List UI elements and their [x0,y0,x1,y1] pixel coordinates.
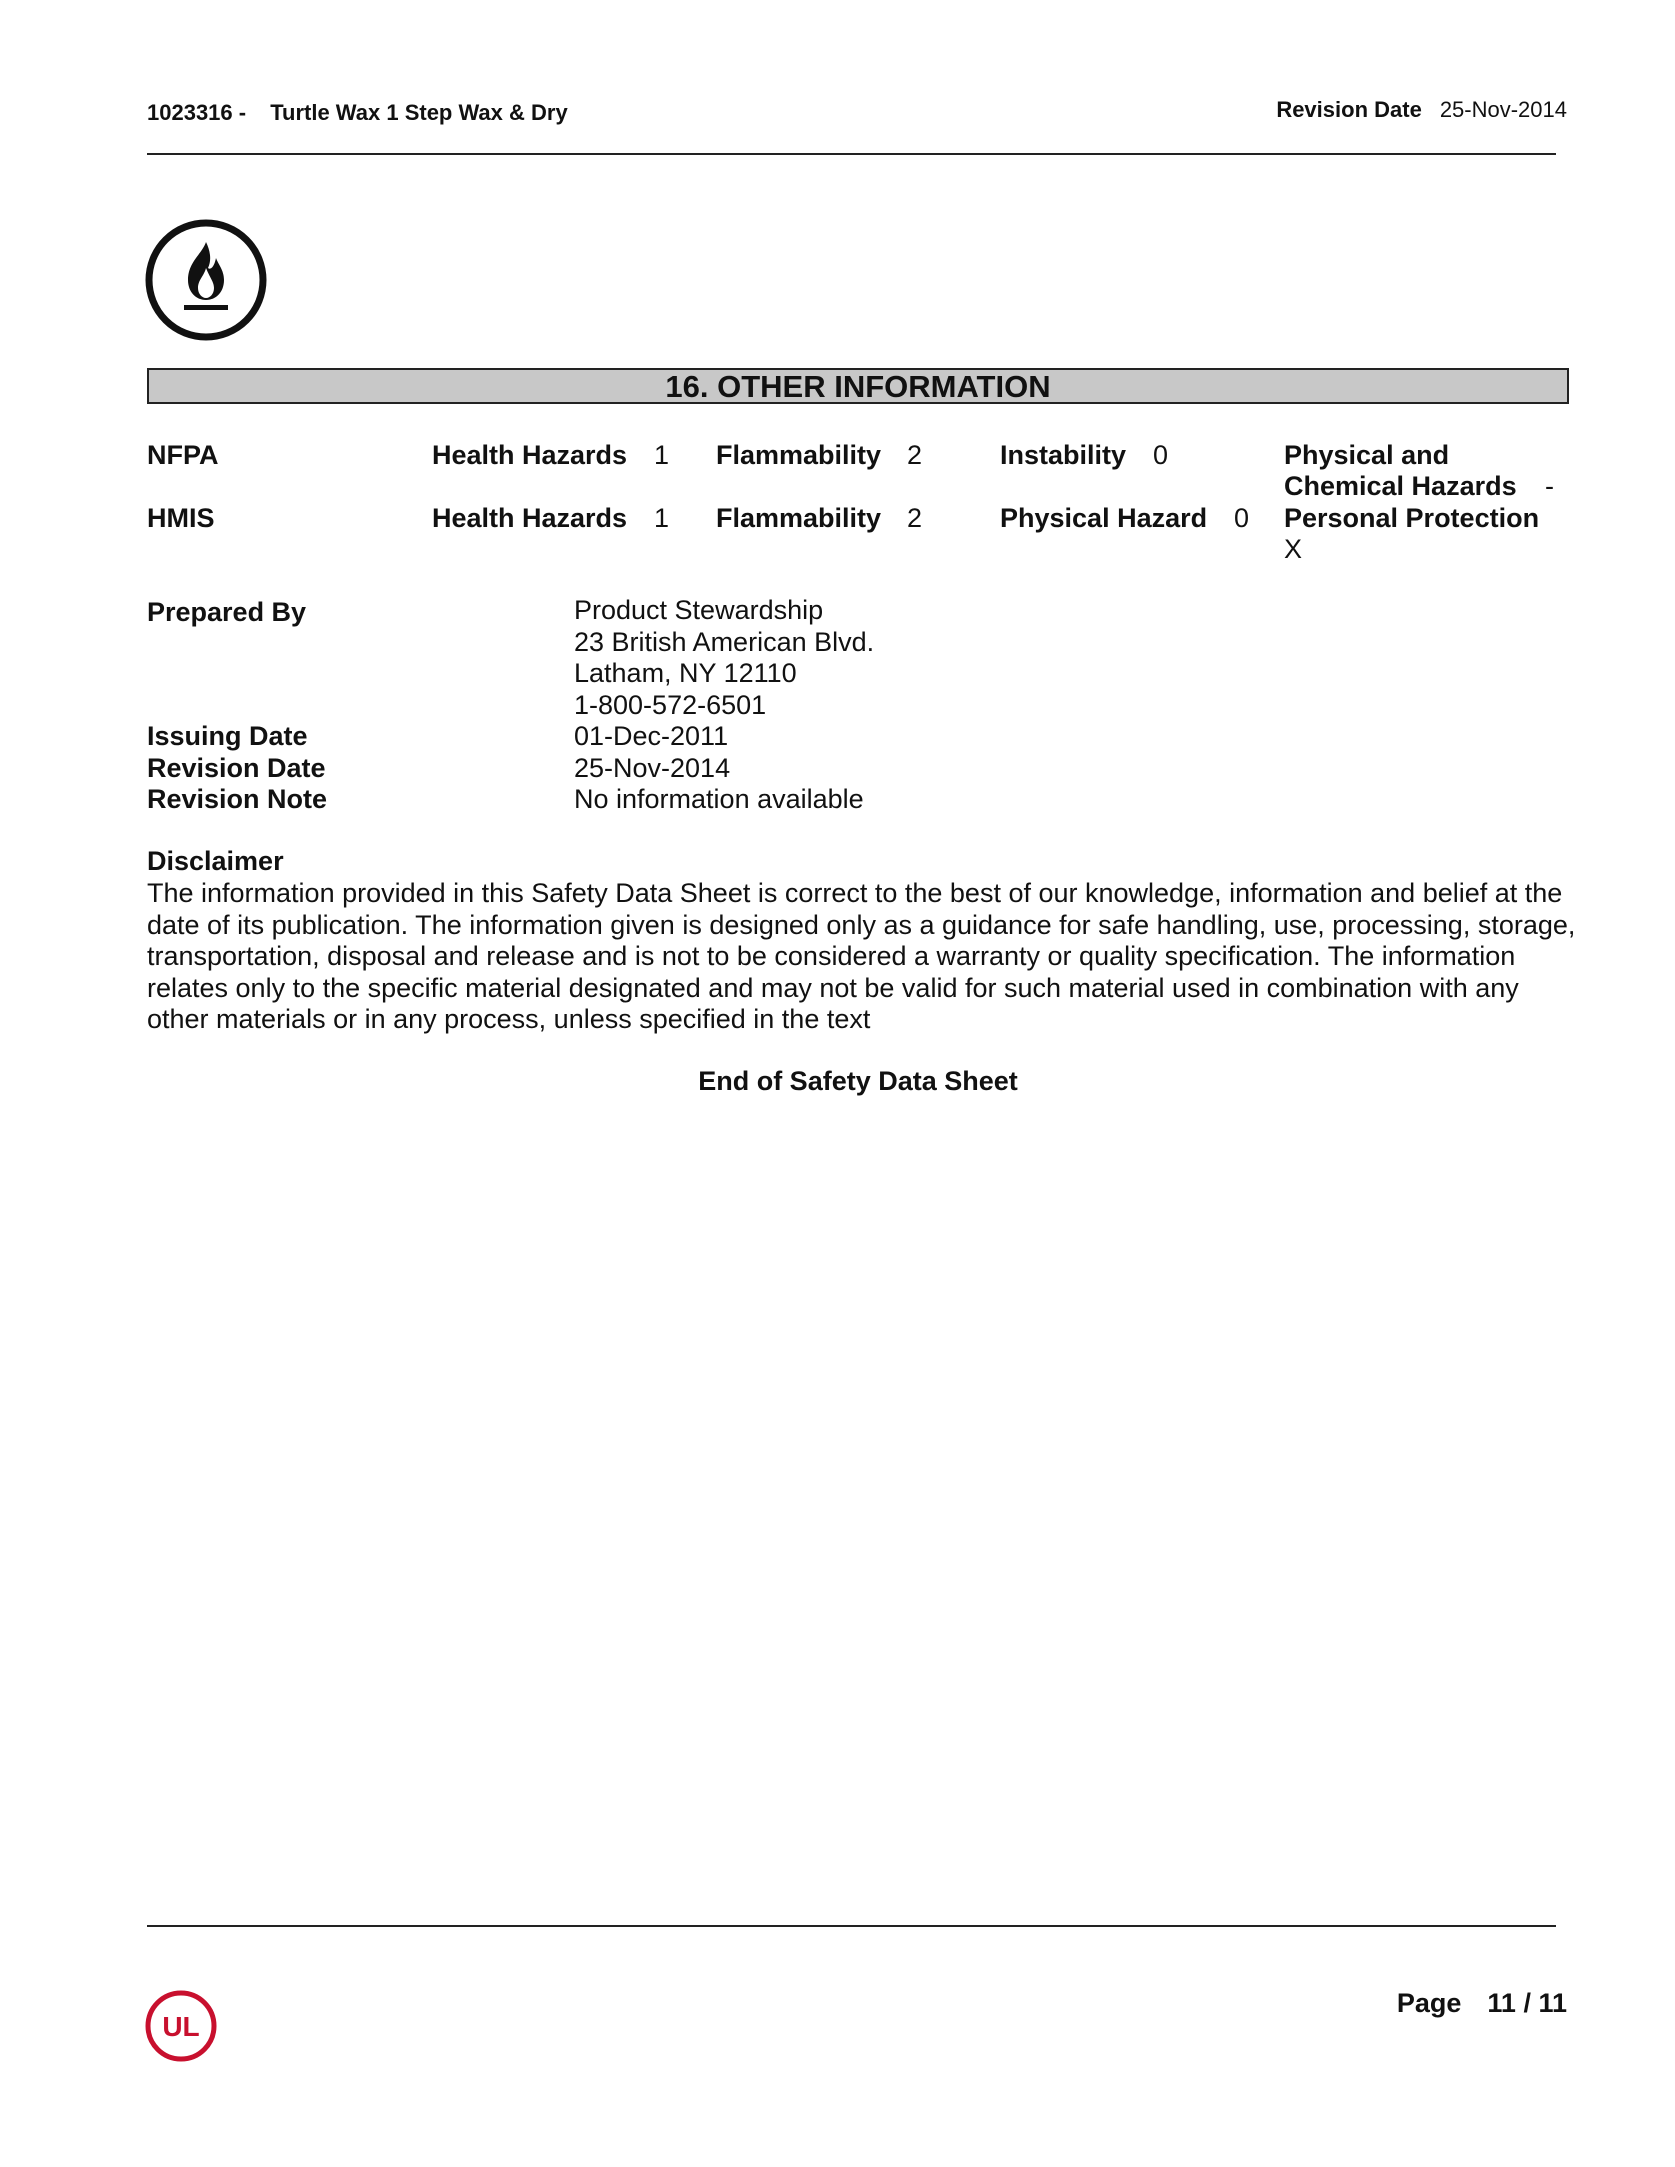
revision-note-value: No information available [574,784,864,814]
page-label: Page [1396,1988,1462,2018]
document-header-product [147,100,568,126]
footer-divider [147,1925,1556,1927]
product-name: Turtle Wax 1 Step Wax & Dry [270,100,568,125]
ul-logo-text: UL [162,2011,200,2042]
prepared-line-2: 23 British American Blvd. [574,626,875,657]
hmis-protection-value: X [1284,534,1303,564]
nfpa-instability-value: 0 [1153,440,1169,470]
document-header-revision [1276,97,1567,123]
section-title: 16. OTHER INFORMATION [665,369,1051,404]
page-value: 11 / 11 [1487,1988,1567,2018]
page-number [1397,1988,1567,2019]
hmis-flammability-value: 2 [907,503,923,533]
nfpa-instability-label: Instability [1000,440,1127,470]
prepared-line-1: Product Stewardship [574,595,824,625]
hmis-flammability-label: Flammability [716,503,882,533]
hmis-label: HMIS [147,503,215,533]
dates-values [574,721,864,816]
nfpa-physchem-label-1: Physical and [1284,440,1450,470]
product-code: 1023316 - [147,100,247,125]
prepared-by-label: Prepared By [147,597,307,627]
issuing-date-value: 01-Dec-2011 [574,721,729,751]
header-revision-value: 25-Nov-2014 [1439,97,1567,122]
revision-date-value: 25-Nov-2014 [574,752,731,783]
nfpa-physchem-label-2: Chemical Hazards [1284,471,1517,501]
disclaimer-text: The information provided in this Safety Data Sheet is correct to the best of our knowledge, information and belief at the date of its publication. The information given is designed only as a guidance for safe handling, use, processing, storage, transportation, disposal and release and is not to be considered a warranty or quality specification. The information relates only to the specific material designated and may not be valid for such material used in combination with any other materials or in any process, unless specified in the text [147,878,1576,1034]
prepared-line-4: 1-800-572-6501 [574,689,767,720]
prepared-by-address [574,595,874,721]
nfpa-physchem-value: - [1545,471,1554,501]
revision-date-label: Revision Date [147,752,326,783]
prepared-line-3: Latham, NY 12110 [574,658,797,688]
disclaimer-title: Disclaimer [147,846,284,876]
hmis-protection-label: Personal Protection [1284,503,1540,533]
nfpa-health-label: Health Hazards [432,440,628,470]
nfpa-health-value: 1 [654,440,670,470]
nfpa-flammability-value: 2 [907,440,923,470]
hmis-physical-value: 0 [1234,503,1250,533]
section-title-banner [147,368,1569,404]
hmis-health-value: 1 [654,503,670,533]
nfpa-flammability-label: Flammability [716,440,882,470]
flame-icon [144,218,268,342]
end-of-sheet: End of Safety Data Sheet [698,1066,1018,1096]
header-divider [147,153,1556,155]
header-revision-label: Revision Date [1276,97,1422,122]
ul-logo [144,1989,218,2063]
dates-labels [147,721,327,816]
issuing-date-label: Issuing Date [147,721,308,751]
hmis-physical-label: Physical Hazard [1000,503,1208,533]
revision-note-label: Revision Note [147,784,328,814]
hmis-health-label: Health Hazards [432,503,628,533]
nfpa-label: NFPA [147,440,219,470]
